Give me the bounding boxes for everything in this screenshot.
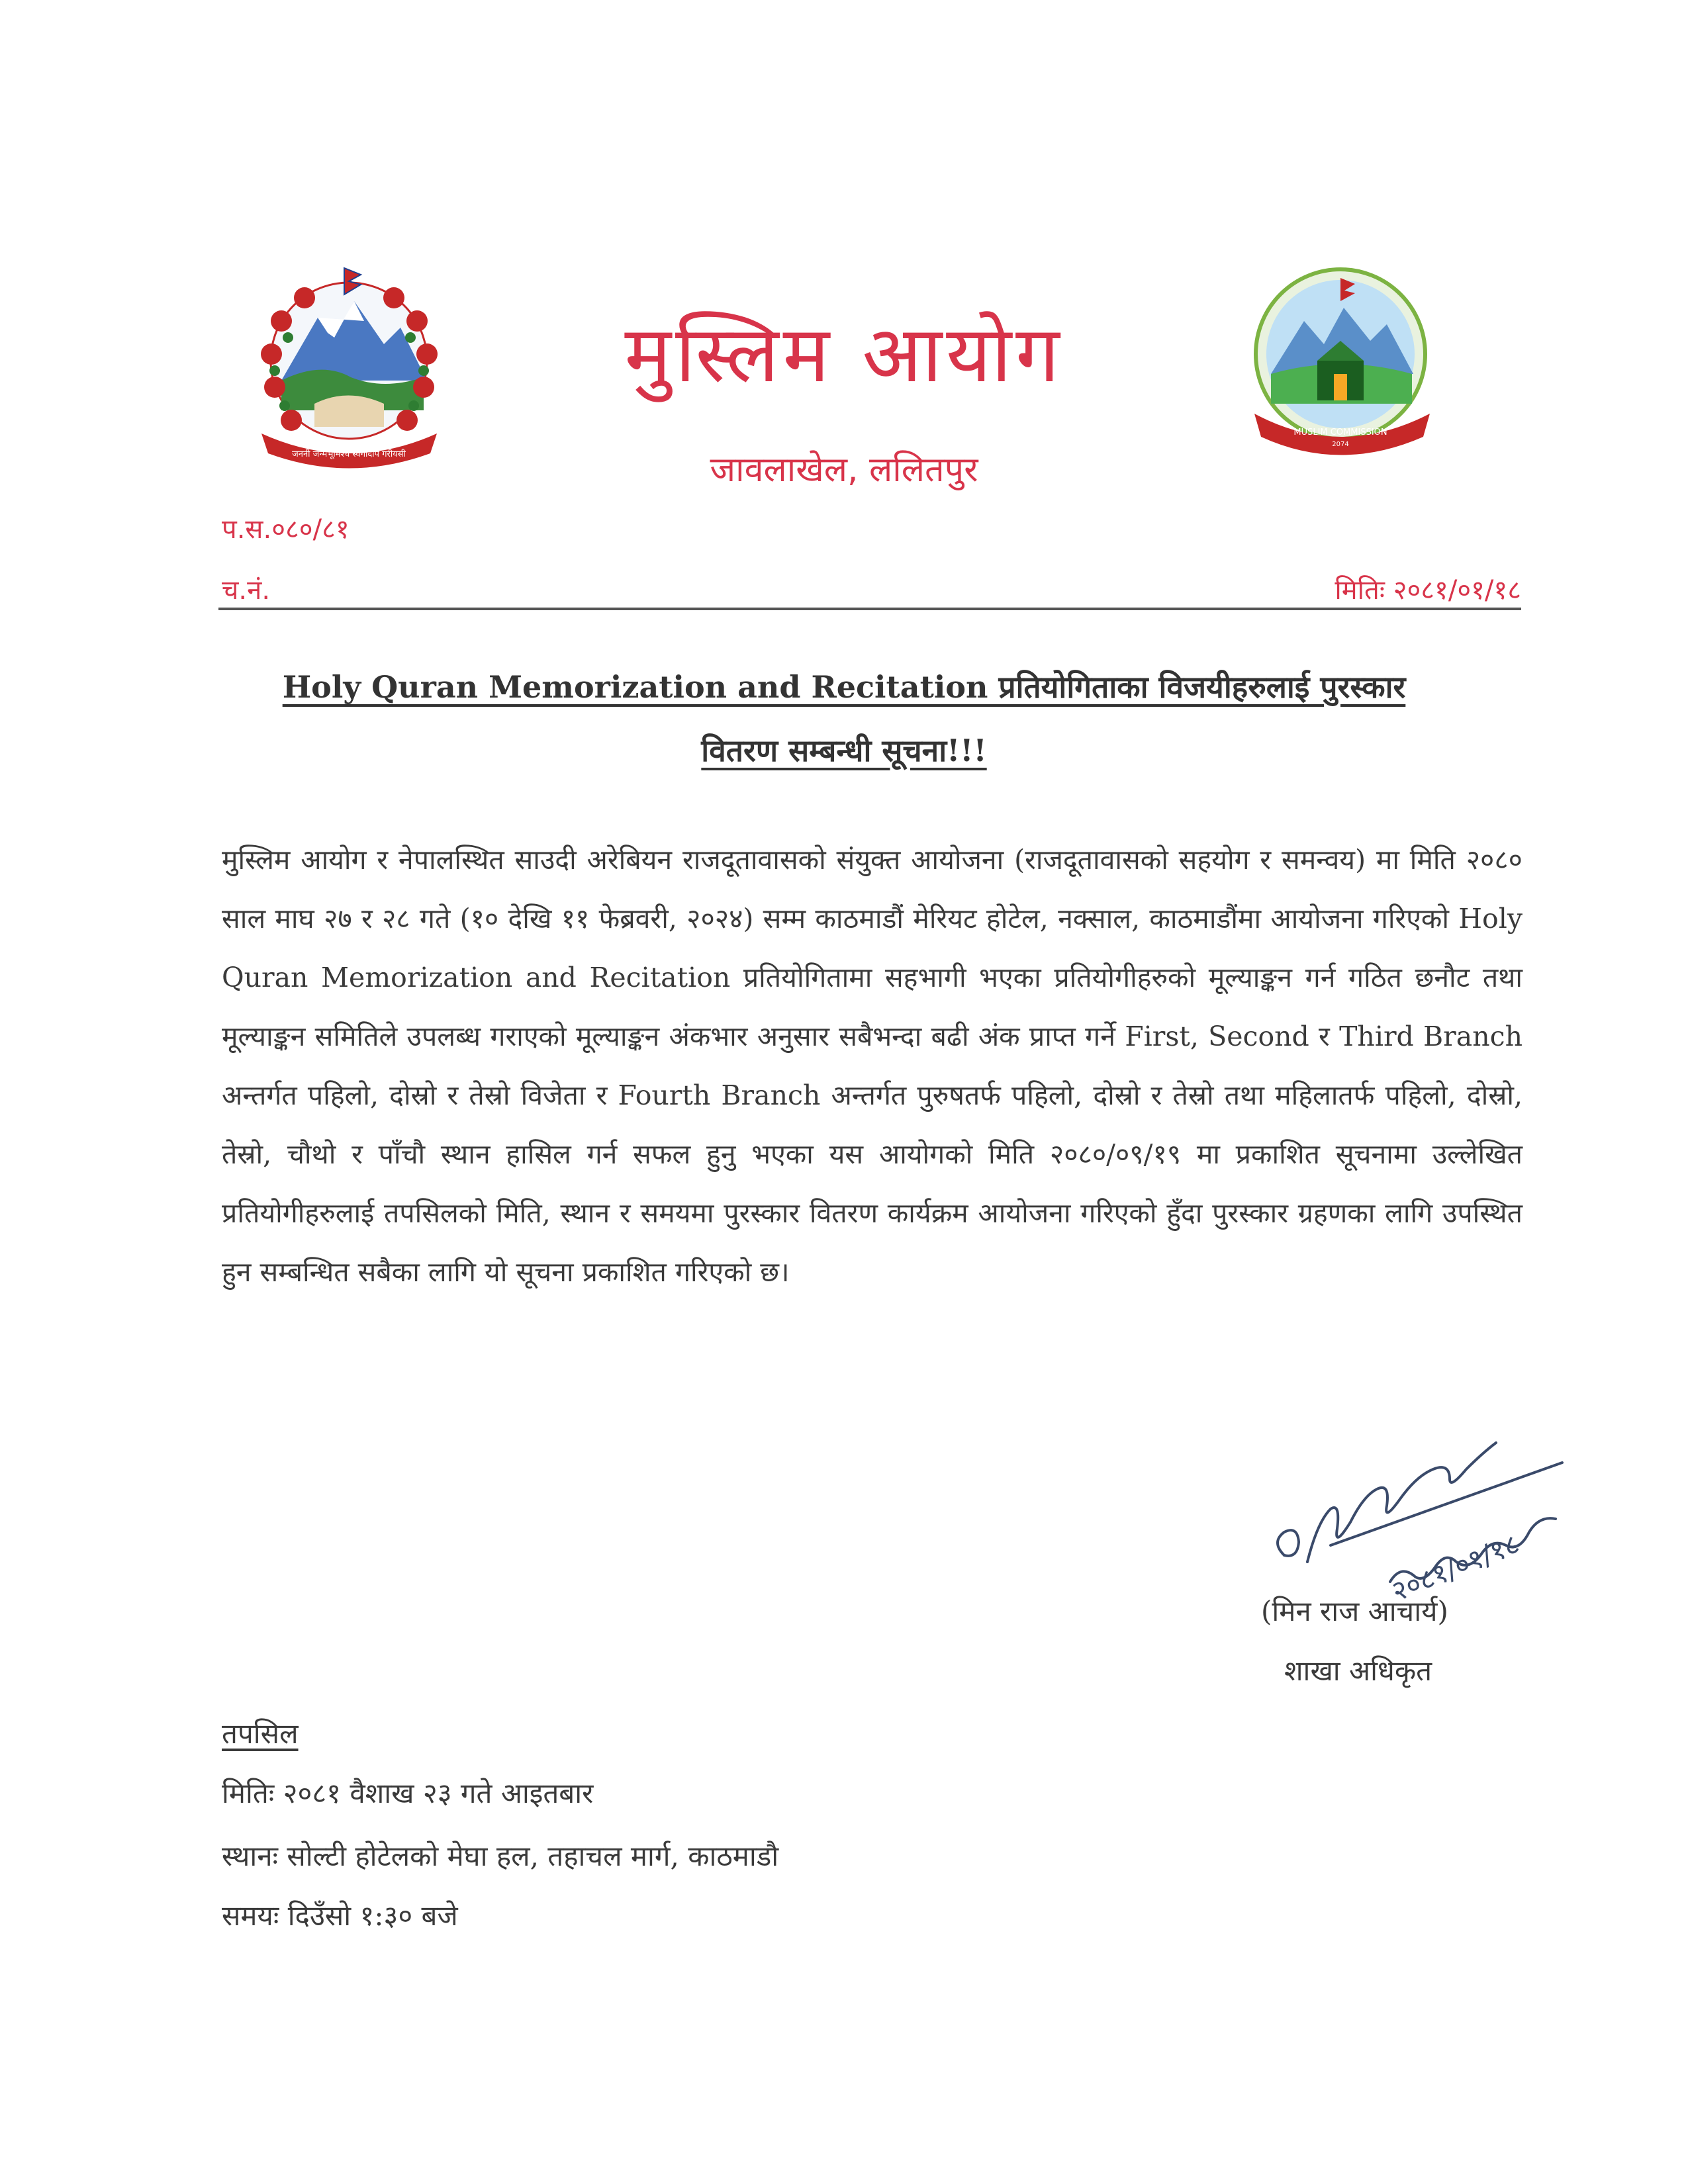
subject-line-1: Holy Quran Memorization and Recitation प्रतियोगिताका विजयीहरुलाई पुरस्कार	[282, 669, 1406, 705]
details-heading: तपसिल	[222, 1717, 299, 1750]
header-divider	[218, 608, 1521, 610]
signer-name: (मिन राज आचार्य)	[1261, 1595, 1448, 1627]
nepal-emblem-icon	[235, 255, 463, 483]
event-time: समयः दिउँसो १:३० बजे	[222, 1899, 458, 1932]
notice-body: मुस्लिम आयोग र नेपालस्थित साउदी अरेबियन राजदूतावासको संयुक्त आयोजना (राजदूतावासको सहयोग र समन्वय) मा मिति २०८० साल माघ २७ र २८ गते (१० देखि ११ फेब्रवरी, २०२४) सम्म काठमाडौं मेरियट होटेल, नक्साल, काठमाडौंमा आयोजना गरिएको Holy Quran Memorization and Recitation प्रतियोगितामा सहभागी भएका प्रतियोगीहरुको मूल्याङ्कन गर्न गठित छनौट तथा मूल्याङ्कन समितिले उपलब्ध गराएको मूल्याङ्कन अंकभार अनुसार सबैभन्दा बढी अंक प्राप्त गर्ने First, Second र Third Branch अन्तर्गत पहिलो, दोस्रो र तेस्रो विजेता र Fourth Branch अन्तर्गत पुरुषतर्फ पहिलो, दोस्रो र तेस्रो तथा महिलातर्फ पहिलो, दोस्रो, तेस्रो, चौथो र पाँचौ स्थान हासिल गर्न सफल हुनु भएका यस आयोगको मिति २०८०/०९/१९ मा प्रकाशित सूचनामा उल्लेखित प्रतियोगीहरुलाई तपसिलको मिति, स्थान र समयमा पुरस्कार वितरण कार्यक्रम आयोजना गरिएको हुँदा पुरस्कार ग्रहणका लागि उपस्थित हुन सम्बन्धित सबैका लागि यो सूचना प्रकाशित गरिएको छ।	[222, 844, 1523, 1288]
organization-title: मुस्लिम आयोग	[624, 308, 1064, 400]
event-venue: स्थानः सोल्टी होटेलको मेघा हल, तहाचल मार्ग, काठमाडौ	[222, 1840, 779, 1872]
signer-designation: शाखा अधिकृत	[1284, 1655, 1432, 1687]
muslim-commission-logo-icon	[1241, 261, 1446, 467]
svg-text:2074: 2074	[1332, 441, 1349, 448]
organization-address: जावलाखेल, ललितपुर	[710, 450, 978, 490]
dispatch-number: च.नं.	[222, 575, 271, 606]
subject-line-2: वितरण सम्बन्धी सूचना!!!	[701, 733, 987, 768]
event-date: मितिः २०८१ वैशाख २३ गते आइतबार	[222, 1777, 594, 1809]
letter-date: मितिः २०८१/०१/१८	[1335, 575, 1521, 606]
svg-text:जननी जन्मभूमिश्च स्वर्गादपि गर: जननी जन्मभूमिश्च स्वर्गादपि गरीयसी	[292, 449, 406, 459]
svg-text:२०८१/०१/१८: २०८१/०१/१८	[1387, 1527, 1524, 1608]
reference-number: प.स.०८०/८१	[222, 514, 350, 545]
notice-subject	[199, 655, 1489, 782]
svg-text:MUSLIM COMMISSION: MUSLIM COMMISSION	[1293, 428, 1387, 437]
